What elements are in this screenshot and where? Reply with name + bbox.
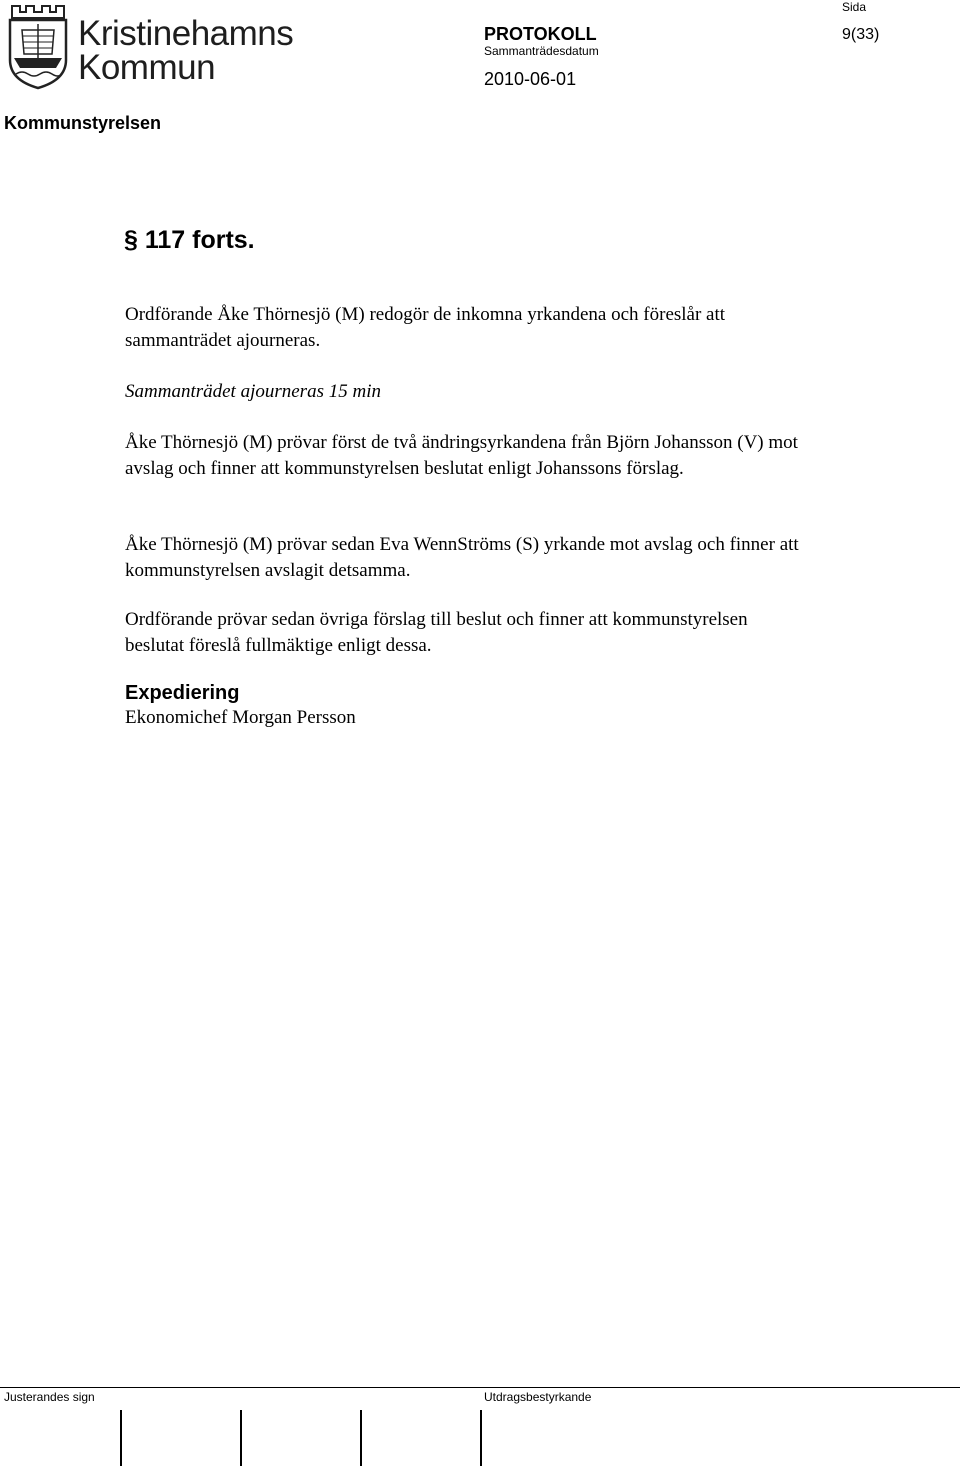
signature-box-divider (120, 1410, 122, 1466)
signature-label: Justerandes sign (4, 1390, 95, 1404)
page-number: 9(33) (842, 26, 880, 43)
coat-of-arms-ship-icon (6, 2, 70, 90)
meeting-date-label: Sammanträdesdatum (484, 44, 599, 58)
logo-text-line1: Kristinehamns (78, 14, 294, 53)
municipality-logo (6, 2, 294, 90)
signature-box-divider (240, 1410, 242, 1466)
committee-name: Kommunstyrelsen (4, 113, 162, 133)
expediering-recipient: Ekonomichef Morgan Persson (125, 707, 356, 728)
section-heading: § 117 forts. (124, 226, 255, 254)
document-type: PROTOKOLL (484, 24, 597, 44)
logo-text-line2: Kommun (78, 48, 216, 87)
paragraph-adjournment: Sammanträdet ajourneras 15 min (125, 381, 381, 402)
signature-box-divider (360, 1410, 362, 1466)
meeting-date: 2010-06-01 (484, 69, 577, 89)
extract-certification-label: Utdragsbestyrkande (484, 1390, 592, 1404)
expediering-heading: Expediering (125, 682, 240, 704)
paragraph: Ordförande prövar sedan övriga förslag till beslut och finner att kommunstyrelsen beslutat föreslå fullmäktige enligt dessa. (125, 609, 748, 656)
signature-box-divider (480, 1410, 482, 1466)
page-label: Sida (842, 0, 867, 14)
paragraph: Åke Thörnesjö (M) prövar först de två ändringsyrkandena från Björn Johansson (V) mot avslag och finner att kommunstyrelsen beslutat enligt Johanssons förslag. (125, 432, 798, 479)
footer-divider (0, 1387, 960, 1388)
paragraph: Ordförande Åke Thörnesjö (M) redogör de inkomna yrkandena och föreslår att sammanträdet ajourneras. (125, 304, 726, 351)
paragraph: Åke Thörnesjö (M) prövar sedan Eva WennStröms (S) yrkande mot avslag och finner att kommunstyrelsen avslagit detsamma. (125, 534, 799, 581)
